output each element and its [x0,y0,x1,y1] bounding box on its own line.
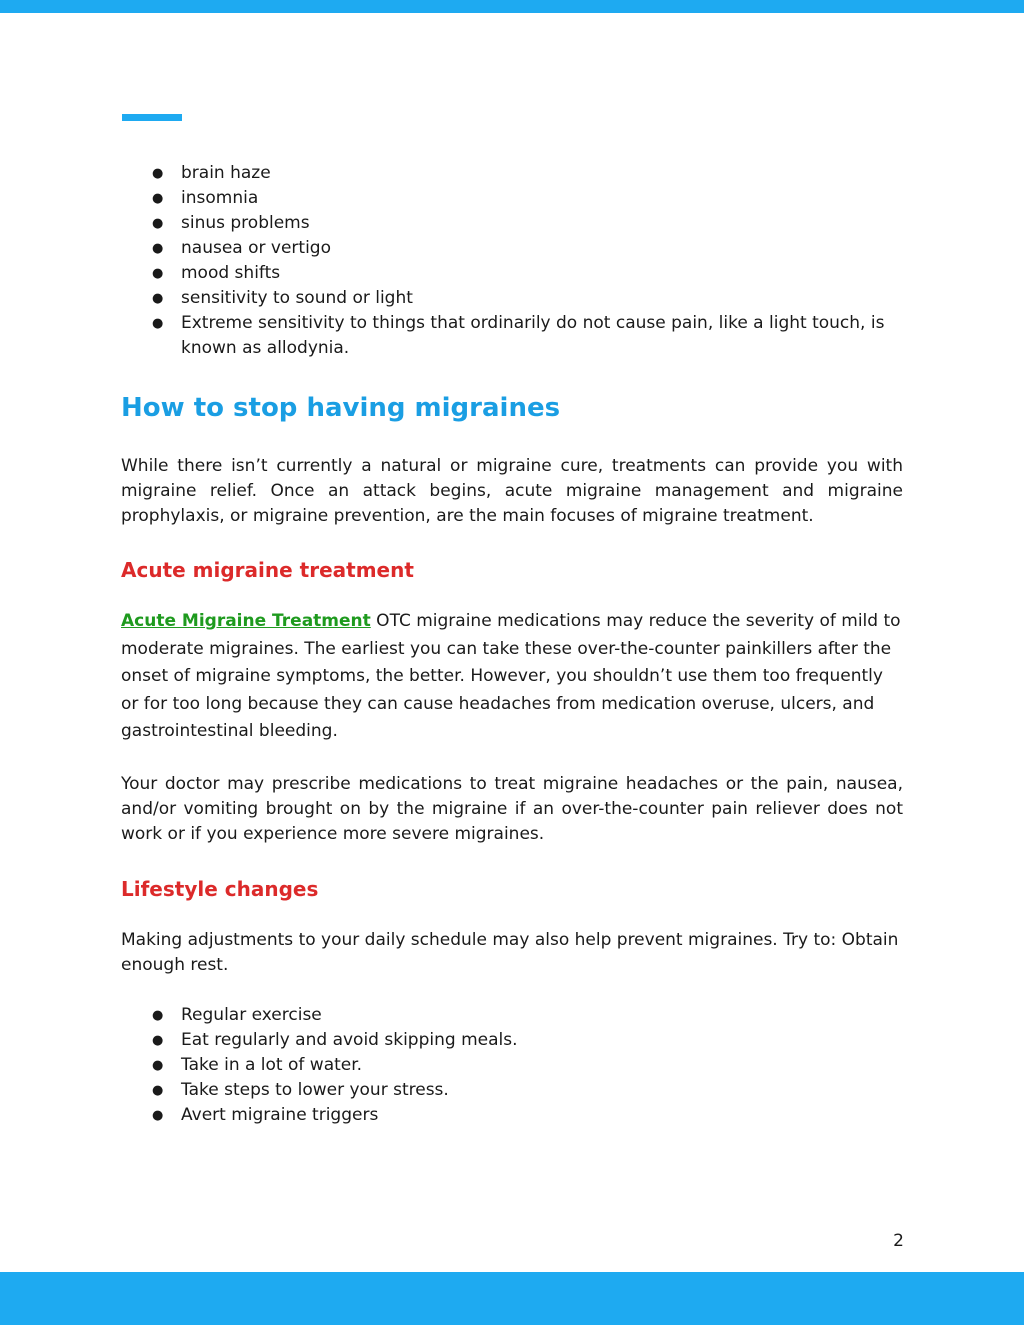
list-item: ● Eat regularly and avoid skipping meals. [121,1028,903,1053]
symptom-list [121,161,903,361]
list-item: ● sinus problems [121,211,903,236]
heading-acute-treatment: Acute migraine treatment [121,558,414,582]
heading-how-to-stop: How to stop having migraines [121,393,561,423]
paragraph-acute-otc [121,608,903,746]
page-number: 2 [893,1231,904,1251]
top-banner-bar [0,0,1024,13]
list-item: ● Regular exercise [121,1003,903,1028]
accent-dash [122,114,182,121]
lifestyle-list [121,1003,903,1128]
list-item: ● mood shifts [121,261,903,286]
list-item: ● Take in a lot of water. [121,1053,903,1078]
list-item: ● insomnia [121,186,903,211]
bottom-banner-bar [0,1272,1024,1325]
list-item: ● Take steps to lower your stress. [121,1078,903,1103]
paragraph-stop-intro: While there isn’t currently a natural or migraine cure, treatments can provide you with migraine relief. Once an attack begins, acute migraine management and migraine prophylaxis, or migraine prevention, are the main focuses of migraine treatment. [121,456,903,526]
paragraph-lifestyle-intro: Making adjustments to your daily schedule may also help prevent migraines. Try to: Obtain enough rest. [121,930,899,975]
list-item: ● Extreme sensitivity to things that ordinarily do not cause pain, like a light touch, is known as allodynia. [121,311,903,361]
list-item: ● sensitivity to sound or light [121,286,903,311]
heading-lifestyle-changes: Lifestyle changes [121,877,319,901]
list-item: ● nausea or vertigo [121,236,903,261]
acute-migraine-treatment-link[interactable]: Acute Migraine Treatment [121,611,371,631]
paragraph-prescription: Your doctor may prescribe medications to treat migraine headaches or the pain, nausea, and/or vomiting brought on by the migraine if an over-the-counter pain reliever does not work or if you experience more severe migraines. [121,774,903,844]
list-item: ● Avert migraine triggers [121,1103,903,1128]
list-item: ● brain haze [121,161,903,186]
paragraph-acute-otc-text: OTC migraine medications may reduce the severity of mild to moderate migraines. The earliest you can take these over-the-counter painkillers after the onset of migraine symptoms, the better. However, you shouldn’t use them too frequently or for too long because they can cause headaches from medication overuse, ulcers, and gastrointestinal bleeding. [121,611,901,741]
